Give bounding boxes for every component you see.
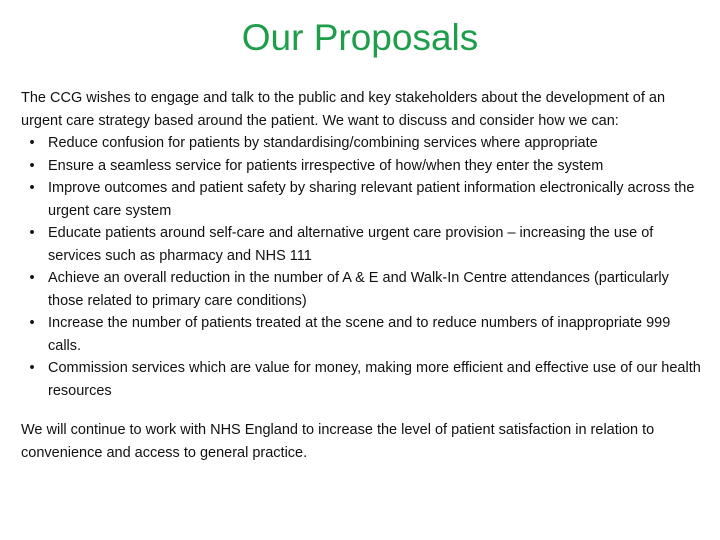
list-item bbox=[21, 267, 701, 312]
list-item bbox=[21, 312, 701, 357]
bullet-icon: • bbox=[29, 270, 35, 286]
list-item-text: Achieve an overall reduction in the number of A & E and Walk-In Centre attendances (particularly those related to primary care conditions) bbox=[48, 270, 669, 309]
bullet-icon: • bbox=[29, 135, 35, 151]
bullet-icon: • bbox=[29, 180, 35, 196]
slide-body bbox=[21, 87, 701, 464]
list-item-text: Improve outcomes and patient safety by sharing relevant patient information electronically across the urgent care system bbox=[48, 180, 695, 219]
bullet-icon: • bbox=[29, 157, 35, 174]
proposal-list bbox=[21, 132, 701, 402]
list-item bbox=[21, 177, 701, 222]
list-item bbox=[21, 357, 701, 402]
list-item-text: Ensure a seamless service for patients irrespective of how/when they enter the system bbox=[48, 157, 604, 174]
bullet-icon: • bbox=[29, 360, 35, 376]
bullet-icon: • bbox=[29, 315, 35, 331]
closing-paragraph: We will continue to work with NHS England to increase the level of patient satisfaction in relation to convenience and access to general practice. bbox=[21, 422, 655, 461]
intro-paragraph: The CCG wishes to engage and talk to the public and key stakeholders about the development of an urgent care strategy based around the patient. We want to discuss and consider how we can: bbox=[21, 90, 666, 129]
list-item-text: Reduce confusion for patients by standardising/combining services where appropriate bbox=[48, 135, 598, 151]
list-item-text: Increase the number of patients treated at the scene and to reduce numbers of inappropriate 999 calls. bbox=[48, 315, 671, 354]
list-item bbox=[21, 155, 701, 178]
list-item-text: Educate patients around self-care and alternative urgent care provision – increasing the use of services such as pharmacy and NHS 111 bbox=[48, 225, 654, 264]
bullet-icon: • bbox=[29, 225, 35, 241]
page-title: Our Proposals bbox=[241, 17, 479, 58]
list-item bbox=[21, 222, 701, 267]
list-item bbox=[21, 132, 701, 155]
list-item-text: Commission services which are value for money, making more efficient and effective use of our health resources bbox=[48, 360, 701, 399]
